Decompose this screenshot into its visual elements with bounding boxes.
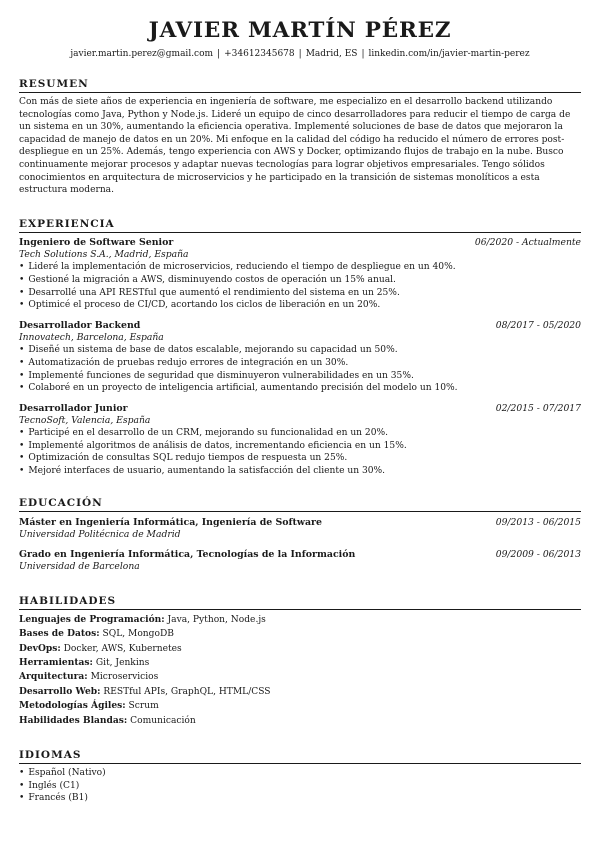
skill-key: Habilidades Blandas:: [19, 714, 128, 726]
separator: |: [298, 49, 302, 59]
skill-key: Arquitectura:: [19, 671, 88, 683]
skill-value: Java, Python, Node.js: [167, 614, 266, 625]
summary-section: [19, 77, 581, 197]
skill-row: [19, 670, 581, 684]
resume-page: [19, 18, 581, 805]
list-item: • Implementé funciones de seguridad que disminuyeron vulnerabilidades en un 35%.: [19, 370, 581, 383]
skill-key: Lenguajes de Programación:: [19, 613, 165, 625]
skill-row: [19, 699, 581, 713]
summary-text: Con más de siete años de experiencia en ingeniería de software, me especializo en el desarrollo backend utilizando tecnologías como Java, Python y Node.js. Lideré un equipo de cinco desarrolladores para reducir el tiempo de carga de un sistema en un 30%, aumentando la eficiencia operativa. Implementé soluciones de base de datos que mejoraron la capacidad de manejo de datos en un 20%. Mi enfoque en la calidad del código ha reducido el número de errores post-despliegue en un 25%. Además, tengo experiencia con AWS y Docker, optimizando flujos de trabajo en la nube. Busco continuamente mejorar procesos y adaptar nuevas tecnologías para lograr objetivos empresariales. Tengo sólidos conocimientos en arquitectura de microservicios y he participado en la transición de sistemas monolíticos a esta estructura moderna.: [19, 97, 571, 196]
skill-value: Git, Jenkins: [95, 658, 150, 669]
location-text: Madrid, ES: [305, 49, 358, 59]
skill-row: [19, 613, 581, 627]
list-item: • Optimicé el proceso de CI/CD, acortando los ciclos de liberación en un 20%.: [19, 299, 581, 312]
list-item: • Implementé algoritmos de análisis de datos, incrementando eficiencia en un 15%.: [19, 440, 581, 453]
section-title-languages: IDIOMAS: [19, 748, 581, 764]
list-item: • Lideré la implementación de microservicios, reduciendo el tiempo de despliegue en un 40%.: [19, 261, 581, 274]
candidate-name: JAVIER MARTÍN PÉREZ: [148, 18, 452, 43]
school-name: Universidad de Barcelona: [19, 561, 140, 573]
job-title: Desarrollador Junior: [19, 402, 128, 414]
job-title: Desarrollador Backend: [19, 319, 141, 331]
skill-value: Comunicación: [130, 715, 196, 726]
degree-dates: 09/2013 - 06/2015: [495, 516, 581, 528]
experience-entry: [19, 236, 581, 312]
email-link[interactable]: javier.martin.perez@gmail.com: [70, 49, 214, 59]
skills-section: [19, 594, 581, 728]
skill-key: Desarrollo Web:: [19, 685, 101, 697]
list-item: • Francés (B1): [19, 792, 581, 805]
section-title-summary: RESUMEN: [19, 77, 581, 93]
degree-dates: 09/2009 - 06/2013: [495, 549, 581, 561]
section-title-experience: EXPERIENCIA: [19, 217, 581, 233]
skill-row: [19, 627, 581, 641]
phone-text: +34612345678: [224, 49, 295, 59]
job-company: Tech Solutions S.A., Madrid, España: [19, 248, 189, 260]
job-bullets: [19, 344, 581, 394]
list-item: • Mejoré interfaces de usuario, aumentando la satisfacción del cliente un 30%.: [19, 465, 581, 478]
experience-section: [19, 217, 581, 478]
job-company: TecnoSoft, Valencia, España: [19, 414, 151, 426]
section-title-education: EDUCACIÓN: [19, 496, 581, 512]
language-list: [19, 767, 581, 805]
skill-value: Docker, AWS, Kubernetes: [63, 643, 182, 654]
list-item: • Colaboré en un proyecto de inteligencia artificial, aumentando precisión del modelo un 10%.: [19, 382, 581, 395]
experience-entry: [19, 402, 581, 478]
job-dates: 08/2017 - 05/2020: [495, 319, 581, 331]
skill-row: [19, 656, 581, 670]
job-company: Innovatech, Barcelona, España: [19, 331, 164, 343]
skill-value: Microservicios: [90, 672, 159, 683]
list-item: • Optimización de consultas SQL redujo tiempos de respuesta un 25%.: [19, 452, 581, 465]
skill-value: RESTful APIs, GraphQL, HTML/CSS: [103, 686, 271, 697]
job-bullets: [19, 427, 581, 477]
languages-section: [19, 748, 581, 805]
job-bullets: [19, 261, 581, 311]
skill-key: DevOps:: [19, 642, 61, 654]
list-item: • Desarrollé una API RESTful que aumentó el rendimiento del sistema en un 25%.: [19, 287, 581, 300]
list-item: • Español (Nativo): [19, 767, 581, 780]
job-title: Ingeniero de Software Senior: [19, 236, 174, 248]
skill-row: [19, 714, 581, 728]
job-dates: 02/2015 - 07/2017: [495, 402, 581, 414]
skill-key: Metodologías Ágiles:: [19, 700, 126, 712]
skill-row: [19, 642, 581, 656]
education-section: [19, 496, 581, 574]
list-item: • Diseñé un sistema de base de datos escalable, mejorando su capacidad un 50%.: [19, 344, 581, 357]
skill-row: [19, 685, 581, 699]
skill-key: Bases de Datos:: [19, 628, 100, 640]
skill-key: Herramientas:: [19, 657, 93, 669]
list-item: • Automatización de pruebas redujo errores de integración en un 30%.: [19, 357, 581, 370]
list-item: • Inglés (C1): [19, 780, 581, 793]
experience-entry: [19, 319, 581, 395]
education-entry: [19, 548, 581, 574]
degree-title: Máster en Ingeniería Informática, Ingeniería de Software: [19, 516, 322, 528]
separator: |: [361, 49, 365, 59]
skill-value: SQL, MongoDB: [102, 629, 174, 640]
linkedin-link[interactable]: linkedin.com/in/javier-martin-perez: [368, 49, 530, 59]
list-item: • Gestioné la migración a AWS, disminuyendo costos de operación un 15% anual.: [19, 274, 581, 287]
school-name: Universidad Politécnica de Madrid: [19, 528, 181, 540]
separator: |: [217, 49, 221, 59]
job-dates: 06/2020 - Actualmente: [474, 236, 581, 248]
education-entry: [19, 516, 581, 542]
list-item: • Participé en el desarrollo de un CRM, mejorando su funcionalidad en un 20%.: [19, 427, 581, 440]
degree-title: Grado en Ingeniería Informática, Tecnologías de la Información: [19, 549, 356, 561]
skill-value: Scrum: [128, 701, 159, 712]
contact-line: [19, 47, 581, 61]
section-title-skills: HABILIDADES: [19, 594, 581, 610]
